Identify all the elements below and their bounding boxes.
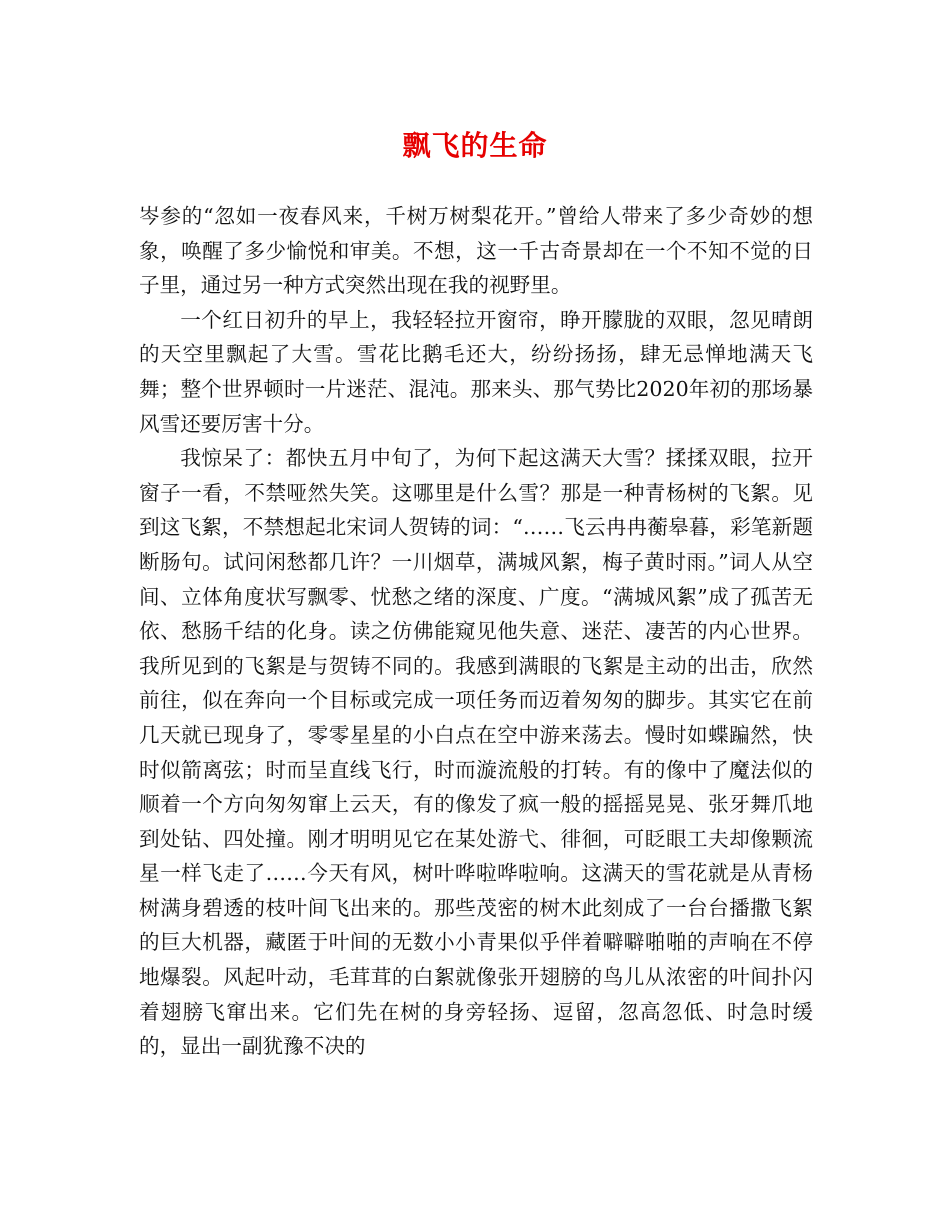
paragraph-2: 一个红日初升的早上，我轻轻拉开窗帘，睁开朦胧的双眼，忽见晴朗的天空里飘起了大雪。雪花比鹅毛还大，纷纷扬扬，肆无忌惮地满天飞舞；整个世界顿时一片迷茫、混沌。那来头、那气势比2020年初的那场暴风雪还要厉害十分。 — [139, 307, 813, 436]
paragraph-3: 我惊呆了：都快五月中旬了，为何下起这满天大雪？揉揉双眼，拉开窗子一看，不禁哑然失笑。这哪里是什么雪？那是一种青杨树的飞絮。见到这飞絮，不禁想起北宋词人贺铸的词：“……飞云冉冉蘅皋暮，彩笔新题断肠句。试问闲愁都几许？一川烟草，满城风絮，梅子黄时雨。”词人从空间、立体角度状写飘零、忧愁之绪的深度、广度。“满城风絮”成了孤苦无依、愁肠千结的化身。读之仿佛能窥见他失意、迷茫、凄苦的内心世界。我所见到的飞絮是与贺铸不同的。我感到满眼的飞絮是主动的出击，欣然前往，似在奔向一个目标或完成一项任务而迈着匆匆的脚步。其实它在前几天就已现身了，零零星星的小白点在空中游来荡去。慢时如蝶蹁然，快时似箭离弦；时而呈直线飞行，时而漩流般的打转。有的像中了魔法似的顺着一个方向匆匆窜上云天，有的像发了疯一般的摇摇晃晃、张牙舞爪地到处钻、四处撞。刚才明明见它在某处游弋、徘徊，可眨眼工夫却像颗流星一样飞走了……今天有风，树叶哗啦哗啦响。这满天的雪花就是从青杨树满身碧透的枝叶间飞出来的。那些茂密的树木此刻成了一台台播撒飞絮的巨大机器，藏匿于叶间的无数小小青果似乎伴着噼噼啪啪的声响在不停地爆裂。风起叶动，毛茸茸的白絮就像张开翅膀的鸟儿从浓密的叶间扑闪着翅膀飞窜出来。它们先在树的身旁轻扬、逗留，忽高忽低、时急时缓的，显出一副犹豫不决的 — [139, 446, 813, 1059]
paragraph-1: 岑参的“忽如一夜春风来，千树万树梨花开。”曾给人带来了多少奇妙的想象，唤醒了多少愉悦和审美。不想，这一千古奇景却在一个不知不觉的日子里，通过另一种方式突然出现在我的视野里。 — [139, 204, 813, 298]
document-title: 飘飞的生命 — [402, 129, 548, 162]
document-body — [139, 199, 813, 1064]
